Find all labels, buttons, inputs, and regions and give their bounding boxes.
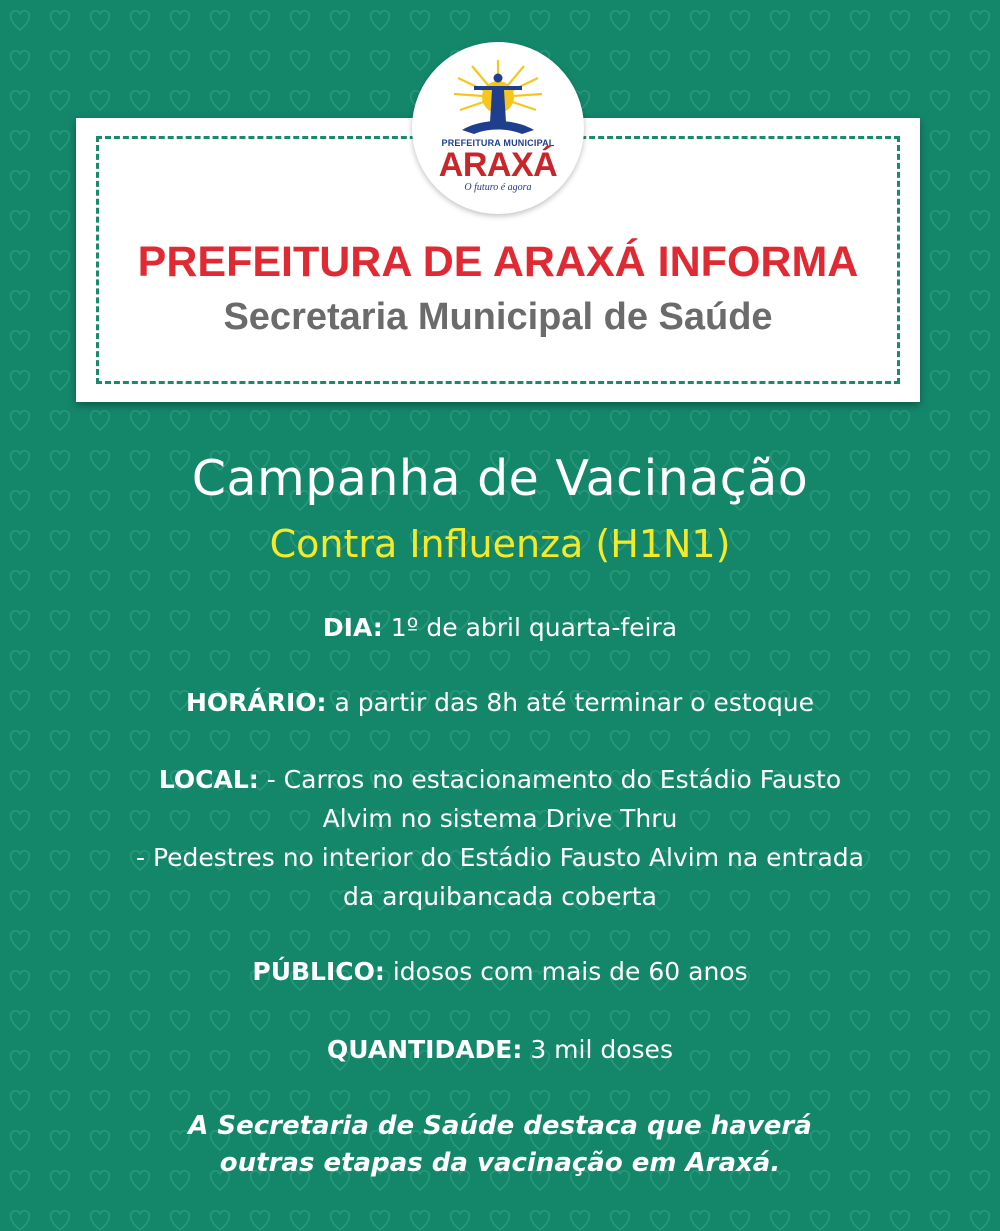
closing-note — [40, 1108, 960, 1182]
info-dia — [40, 608, 960, 647]
horario-value: a partir das 8h até terminar o estoque — [334, 688, 815, 717]
dia-value: 1º de abril quarta-feira — [390, 613, 678, 642]
dia-label: DIA: — [322, 613, 383, 642]
publico-label: PÚBLICO: — [252, 957, 385, 986]
header-subtitle: Secretaria Municipal de Saúde — [223, 296, 773, 338]
header-title: PREFEITURA DE ARAXÁ INFORMA — [137, 238, 859, 286]
local-label: LOCAL: — [158, 765, 259, 794]
quantidade-value: 3 mil doses — [530, 1035, 673, 1064]
horario-label: HORÁRIO: — [185, 688, 327, 717]
araxa-logo — [412, 42, 584, 214]
info-quantidade — [40, 1030, 960, 1069]
local-line-2: Alvim no sistema Drive Thru — [322, 804, 678, 833]
closing-line-1: A Secretaria de Saúde destaca que haverá — [188, 1111, 812, 1141]
local-line-4: da arquibancada coberta — [343, 882, 657, 911]
local-line1-text: - Carros no estacionamento do Estádio Fausto — [266, 765, 842, 794]
local-line-3: - Pedestres no interior do Estádio Fausto Alvim na entrada — [136, 843, 864, 872]
logo-prefeitura-text: PREFEITURA MUNICIPAL — [441, 138, 555, 148]
logo-slogan: O futuro é agora — [464, 182, 532, 193]
publico-value: idosos com mais de 60 anos — [392, 957, 748, 986]
local-line-1 — [40, 760, 960, 799]
quantidade-label: QUANTIDADE: — [327, 1035, 523, 1064]
campaign-title: Campanha de Vacinação — [191, 450, 809, 507]
closing-line-2: outras etapas da vacinação em Araxá. — [219, 1148, 781, 1178]
info-horario — [40, 683, 960, 722]
info-publico — [40, 952, 960, 991]
logo-city-name: ARAXÁ — [438, 146, 558, 184]
campaign-subtitle: Contra Influenza (H1N1) — [269, 522, 731, 566]
info-local — [40, 760, 960, 916]
